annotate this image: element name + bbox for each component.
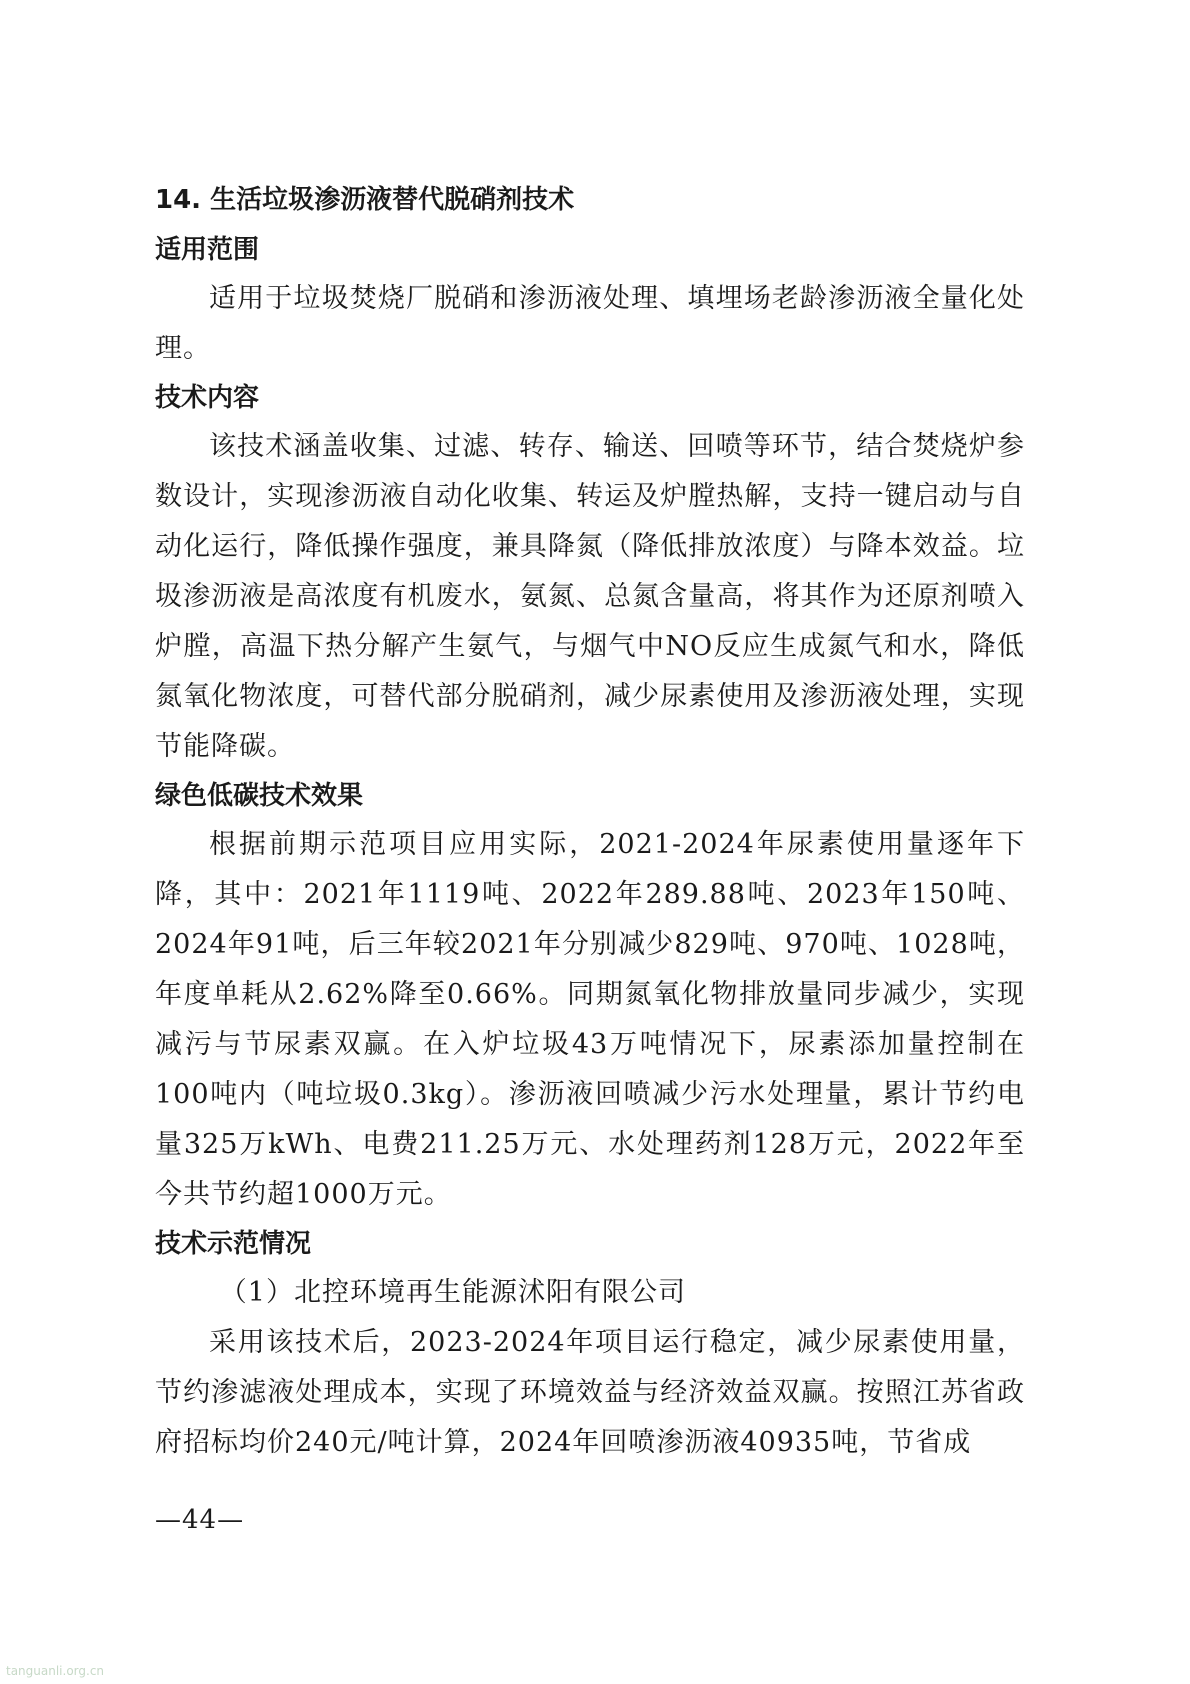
heading-scope: 适用范围 bbox=[155, 235, 260, 265]
paragraph-content: 该技术涵盖收集、过滤、转存、输送、回喷等环节，结合焚烧炉参数设计，实现渗沥液自动化收集、转运及炉膛热解，支持一键启动与自动化运行，降低操作强度，兼具降氮（降低排放浓度）与降本效益。垃圾渗沥液是高浓度有机废水，氨氮、总氮含量高，将其作为还原剂喷入炉膛，高温下热分解产生氨气，与烟气中NO反应生成氮气和水，降低氮氧化物浓度，可替代部分脱硝剂，减少尿素使用及渗沥液处理，实现节能降碳。 bbox=[155, 431, 1025, 762]
page-number: —44— bbox=[155, 1505, 245, 1535]
heading-effect: 绿色低碳技术效果 bbox=[155, 781, 364, 811]
paragraph-demo: 采用该技术后，2023-2024年项目运行稳定，减少尿素使用量，节约渗滤液处理成本，实现了环境效益与经济效益双赢。按照江苏省政府招标均价240元/吨计算，2024年回喷渗沥液40935吨，节省成 bbox=[155, 1327, 1025, 1458]
paragraph-effect: 根据前期示范项目应用实际，2021-2024年尿素使用量逐年下降，其中：2021年1119吨、2022年289.88吨、2023年150吨、2024年91吨，后三年较2021年分别减少829吨、970吨、1028吨，年度单耗从2.62%降至0.66%。同期氮氧化物排放量同步减少，实现减污与节尿素双赢。在入炉垃圾43万吨情况下，尿素添加量控制在100吨内（吨垃圾0.3kg）。渗沥液回喷减少污水处理量，累计节约电量325万kWh、电费211.25万元、水处理药剂128万元，2022年至今共节约超1000万元。 bbox=[155, 829, 1025, 1210]
demo-case-title: （1）北控环境再生能源沭阳有限公司 bbox=[219, 1277, 686, 1308]
watermark: tanguanli.org.cn bbox=[6, 1664, 105, 1678]
heading-demo: 技术示范情况 bbox=[155, 1229, 312, 1259]
document-page bbox=[155, 180, 1025, 1468]
section-title: 14. 生活垃圾渗沥液替代脱硝剂技术 bbox=[155, 185, 575, 215]
heading-content: 技术内容 bbox=[155, 383, 260, 413]
paragraph-scope: 适用于垃圾焚烧厂脱硝和渗沥液处理、填埋场老龄渗沥液全量化处理。 bbox=[155, 283, 1025, 364]
